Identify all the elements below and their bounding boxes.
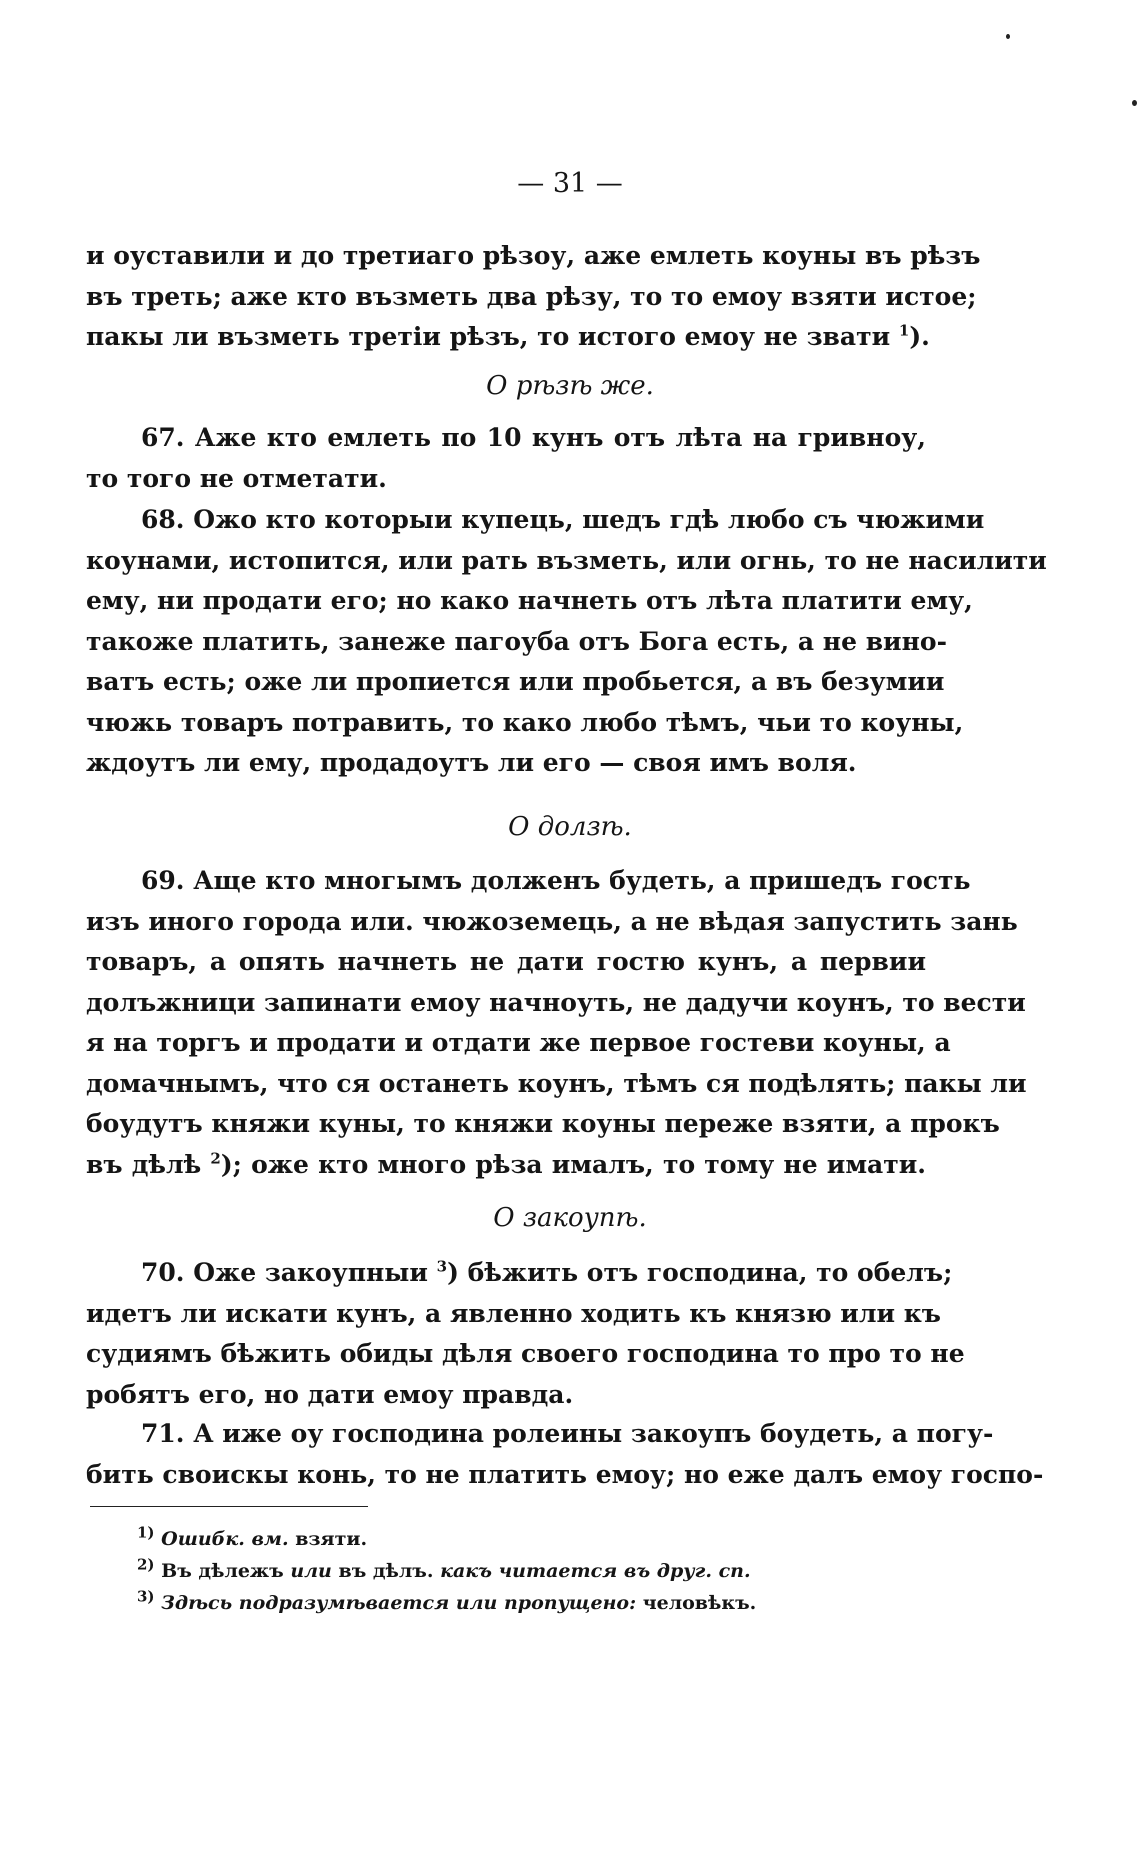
footnote-1: $^{1)}$ Ошибк. вм. взяти. xyxy=(137,1523,368,1550)
page-number: — 31 — xyxy=(517,168,623,199)
section-heading: О долзѣ. xyxy=(508,812,632,842)
paragraph-67 xyxy=(86,418,926,499)
footnote-2: $^{2)}$ Въ дѣлежъ или въ дѣлъ. какъ читается въ друг. сп. xyxy=(137,1555,751,1582)
text-line: долъжници запинати емоу начноуть, не дадучи коунъ, то вести xyxy=(86,987,1026,1017)
text-line: бить своискы конь, то не платить емоу; но еже далъ емоу госпо- xyxy=(86,1459,1044,1489)
paragraph-71 xyxy=(86,1414,1044,1495)
footnote-mark: 3) xyxy=(137,1587,155,1606)
text-line: 71. А иже оу господина ролеины закоупъ боудеть, а погу- xyxy=(141,1419,994,1448)
text-line: коунами, истопится, или рать възметь, или огнь, то не насилити xyxy=(86,545,1047,575)
text-line: ему, ни продати его; но како начнеть отъ лѣта платити ему, xyxy=(86,586,973,615)
text-line: товаръ, а опять начнеть не дати гостю кунъ, а первии xyxy=(86,947,926,976)
text-line: въ дѣлѣ $^2$); оже кто много рѣза ималъ, то тому не имати. xyxy=(86,1149,926,1179)
text-line: робятъ его, но дати емоу правда. xyxy=(86,1379,574,1409)
footnote-3: $^{3)}$ Здѣсь подразумѣвается или пропущено: человѣкъ. xyxy=(137,1587,757,1614)
footnote-ref: 3 xyxy=(436,1257,448,1276)
text-line: ждоутъ ли ему, продадоутъ ли его — своя имъ воля. xyxy=(86,748,857,777)
text-line: чюжь товаръ потравить, то како любо тѣмъ, чьи то коуны, xyxy=(86,707,964,737)
text-line: судиямъ бѣжить обиды дѣля своего господина то про то не xyxy=(86,1339,965,1368)
scan-speck xyxy=(1132,100,1137,106)
text-line: то того не отметати. xyxy=(86,463,387,493)
paragraph-continuation xyxy=(86,236,981,358)
text-line: и оуставили и до третиаго рѣзоу, аже емлеть коуны въ рѣзъ xyxy=(86,241,981,270)
text-line: домачнымъ, что ся останеть коунъ, тѣмъ ся подѣлять; пакы ли xyxy=(86,1068,1027,1098)
paragraph-70 xyxy=(86,1253,965,1415)
text-line: 67. Аже кто емлеть по 10 кунъ отъ лѣта на гривноу, xyxy=(141,423,926,452)
paragraph-68 xyxy=(86,500,1047,784)
text-line: я на торгъ и продати и отдати же первое гостеви коуны, а xyxy=(86,1028,951,1057)
text-line: ватъ есть; оже ли пропиется или пробьется, а въ безумии xyxy=(86,667,945,696)
footnote-ref: 2 xyxy=(210,1149,221,1168)
footnote-mark: 2) xyxy=(137,1555,155,1574)
scan-speck xyxy=(1006,34,1010,39)
section-heading: О рѣзѣ же. xyxy=(486,371,654,401)
footnote-ref: 1 xyxy=(898,321,910,340)
text-line: въ треть; аже кто възметь два рѣзу, то то емоу взяти истое; xyxy=(86,281,977,311)
text-line: 68. Ожо кто которыи купець, шедъ гдѣ любо съ чюжими xyxy=(141,505,985,534)
section-heading: О закоупѣ. xyxy=(493,1203,647,1233)
text-line: пакы ли възметь третiи рѣзъ, то истого емоу не звати $^1$). xyxy=(86,321,930,351)
text-line: изъ иного города или. чюжоземець, а не вѣдая запустить зань xyxy=(86,906,1018,936)
text-line: такоже платить, занеже пагоуба отъ Бога есть, а не вино- xyxy=(86,626,947,656)
text-line: 69. Аще кто многымъ долженъ будеть, а пришедъ гость xyxy=(141,866,971,895)
footnote-divider xyxy=(90,1506,368,1507)
footnote-mark: 1) xyxy=(137,1523,155,1542)
text-line: идетъ ли искати кунъ, а явленно ходить къ князю или къ xyxy=(86,1298,941,1328)
text-line: 70. Оже закоупныи $^3$) бѣжить отъ господина, то обелъ; xyxy=(141,1257,953,1287)
paragraph-69 xyxy=(86,861,1027,1185)
text-line: боудутъ княжи куны, то княжи коуны переже взяти, а прокъ xyxy=(86,1109,1000,1138)
